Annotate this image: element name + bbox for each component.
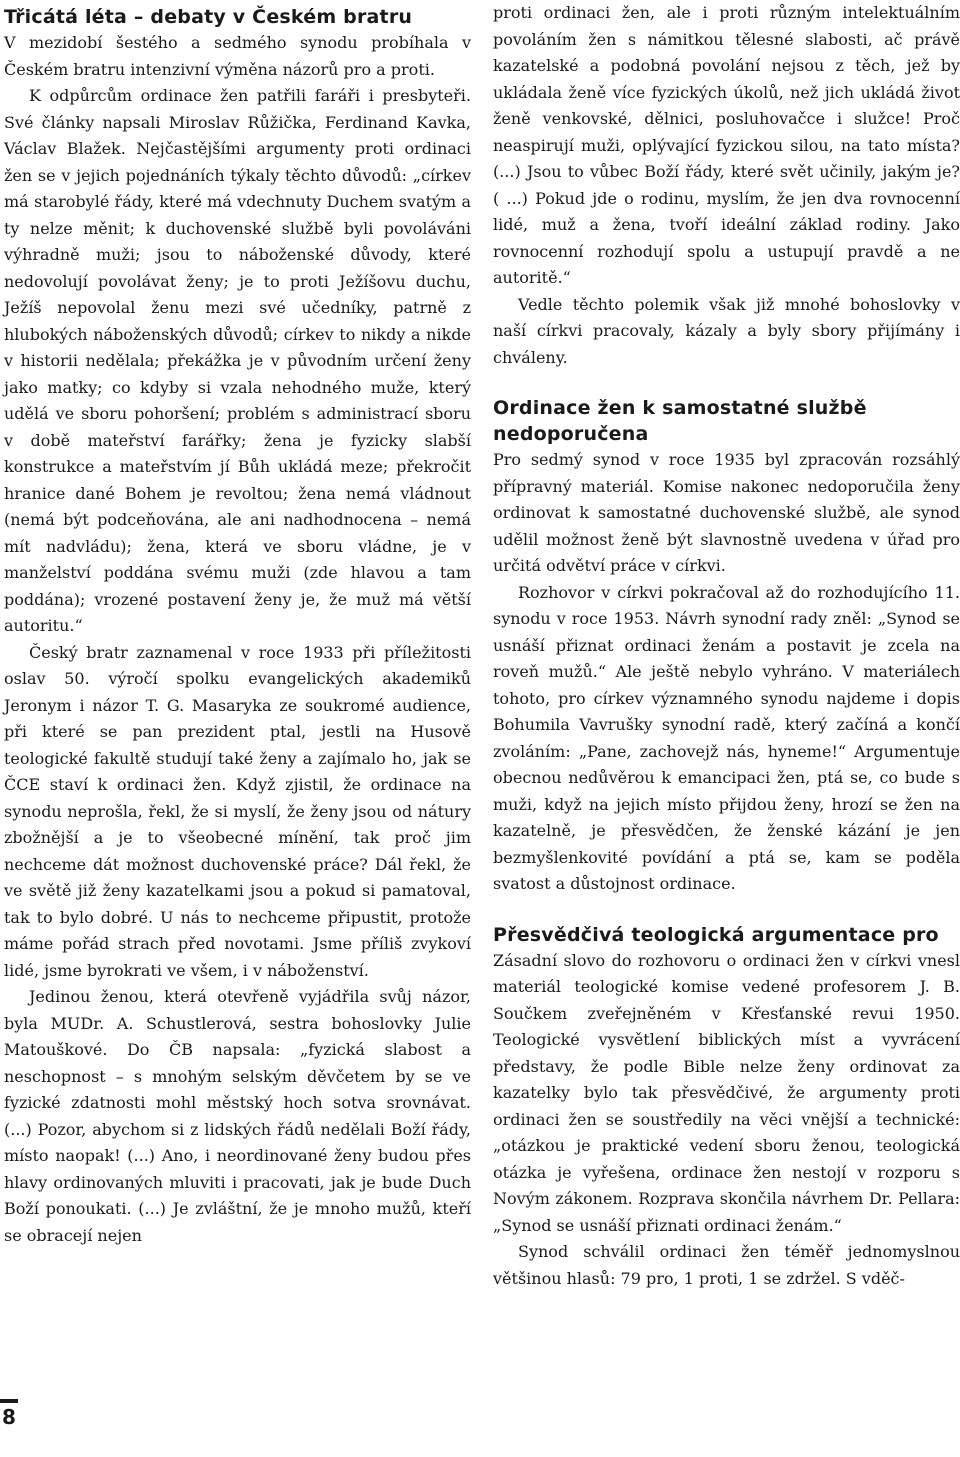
paragraph: Vedle těchto polemik však již mnohé bohoslovky v naší církvi pracovaly, kázaly a byly sbory přijímány i chváleny. [493, 294, 960, 367]
paragraph: V mezidobí šestého a sedmého synodu probíhala v Českém bratru intenzivní výměna názorů pro a proti. [4, 33, 471, 79]
page-number-rule [0, 1399, 18, 1403]
paragraph: Rozhovor v církvi pokračoval až do rozhodujícího 11. synodu v roce 1953. Návrh synodní rady zněl: „Synod se usnáší přiznat ordinaci ženám a postavit je zcela na roveň mužů.“ Ale ještě nebylo vyhráno. V materiálech tohoto, pro církev významného synodu najdeme i dopis Bohumila Vavrušky synodní radě, který začíná a končí zvoláním: „Pane, zachovejž nás, hyneme!“ Argumentuje obecnou nedůvěrou k emancipaci žen, ptá se, co bude s muži, když na jejich místo přijdou ženy, hrozí se žen na kazatelně, je přesvědčen, že ženské kázání je jen bezmyšlenkovité povídání a ptá se, kam se poděla svatost a důstojnost ordinace. [493, 582, 960, 893]
paragraph: Zásadní slovo do rozhovoru o ordinaci žen v církvi vnesl materiál teologické komise vedené profesorem J. B. Součkem zveřejněném v Křesťanské revui 1950. Teologické vysvětlení biblických míst a vyvrácení představy, že podle Bible nelze ženy ordinovat za kazatelky bylo tak přesvědčivé, že argumenty proti ordinaci žen se soustředily na věci vnější a technické: „otázkou je praktické vedení sboru ženou, teologická otázka je vyřešena, ordinace žen nestojí v rozporu s Novým zákonem. Rozprava skončila návrhem Dr. Pellara: „Synod se usnáší přiznati ordinaci ženám.“ [493, 950, 960, 1235]
paragraph: Jedinou ženou, která otevřeně vyjádřila svůj názor, byla MUDr. A. Schustlerová, sestra bohoslovky Julie Matouškové. Do ČB napsala: „fyzická slabost a neschopnost – s mnohým selským děvčetem by se ve fyzické zdatnosti mohl městský hoch sotva srovnávat. (...) Pozor, abychom si z lidských řádů nedělali Boží řády, místo naopak! (...) Ano, i neordinované ženy budou přes hlavy ordinovaných mluviti i pracovati, jak je bude Duch Boží ponoukati. (...) Je zvláštní, že je mnoho mužů, kteří se obracejí nejen [4, 987, 471, 1245]
paragraph: K odpůrcům ordinace žen patřili faráři i presbyteři. Své články napsali Miroslav Růžička, Ferdinand Kavka, Václav Blažek. Nejčastějšími argumenty proti ordinaci žen se v jejich pojednáních týkaly těchto důvodů: „církev má starobylé řády, které má vdechnuty Duchem svatým a ty nelze měnit; k duchovenské službě byli povoláváni výhradně muži; jsou to náboženské důvody, které nedovolují povolávat ženy; je to proti Ježíšovu duchu, Ježíš nepovolal ženu mezi své učedníky, patrně z hlubokých náboženských důvodů; církev to nikdy a nikde v historii nedělala; překážka je v původním určení ženy jako matky; co kdyby si vzala nehodného muže, který udělá ve sboru pohoršení; problém s administrací sboru v době mateřství farářky; žena je fyzicky slabší konstrukce a mateřstvím jí Bůh ukládá meze; překročit hranice dané Bohem je revoltou; žena nemá vládnout (nemá být podceňována, ale ani nadhodnocena – nemá mít nadvládu); žena, která ve sboru vládne, je v manželství poddána svému muži (zde hlavou a tam poddána); vrozené postavení ženy je, že muž má větší autoritu.“ [4, 86, 471, 635]
paragraph: Český bratr zaznamenal v roce 1933 při příležitosti oslav 50. výročí spolku evangelických akademiků Jeronym i názor T. G. Masaryka ze soukromé audience, při které se pan prezident ptal, jestli na Husově teologické fakultě studují také ženy a zajímalo ho, jak se ČCE staví k ordinaci žen. Když zjistil, že ordinace na synodu neprošla, řekl, že si myslí, že ženy jsou od nátury zbožnější a je to všeobecné mínění, tak proč jim nechceme dát možnost duchovenské práce? Dál řekl, že ve světě již ženy kazatelkami jsou a pokud si pamatoval, tak to bylo dobré. U nás to nechceme připustit, protože máme pořád strach před novotami. Jsme příliš zvykoví lidé, jsme byrokrati ve všem, i v náboženství. [4, 642, 471, 980]
page-number: 8 [2, 1405, 16, 1429]
paragraph: proti ordinaci žen, ale i proti různým intelektuálním povoláním žen s námitkou tělesné slabosti, ač právě kazatelské a podobná povolání nejsou z těch, jež by ukládala ženě více fyzických úkolů, než jich ukládá život ženě venkovské, dělnici, posluhovačce i služce! Proč neaspirují muži, oplývající fyzickou silou, na tato místa? (...) Jsou to vůbec Boží řády, které svět učinily, jakým je? ( ...) Pokud jde o rodinu, myslím, že jen dva rovnocenní lidé, muž a žena, tvoří ideální základ rodiny. Jako rovnocenní rozhodují spolu a ustupují pravdě a ne autoritě.“ [493, 3, 960, 287]
section-heading-ordination-not-recommended: Ordinace žen k samostatné službě nedoporučena [493, 397, 867, 445]
paragraph: Synod schválil ordinaci žen téměř jednomyslnou většinou hlasů: 79 pro, 1 proti, 1 se zdržel. S vděč- [493, 1242, 960, 1288]
paragraph: Pro sedmý synod v roce 1935 byl zpracován rozsáhlý přípravný materiál. Komise nakonec nedoporučila ženy ordinovat k samostatné duchovenské službě, ale synod udělil možnost ženě být slavnostně uvedena v úřad pro určitá odvětví práce v církvi. [493, 450, 960, 575]
right-column [493, 0, 960, 1292]
section-heading-1930s: Třicátá léta – debaty v Českém bratru [4, 6, 413, 28]
section-heading-theological-argument: Přesvědčivá teologická argumentace pro [493, 923, 939, 946]
left-column [4, 0, 471, 1249]
